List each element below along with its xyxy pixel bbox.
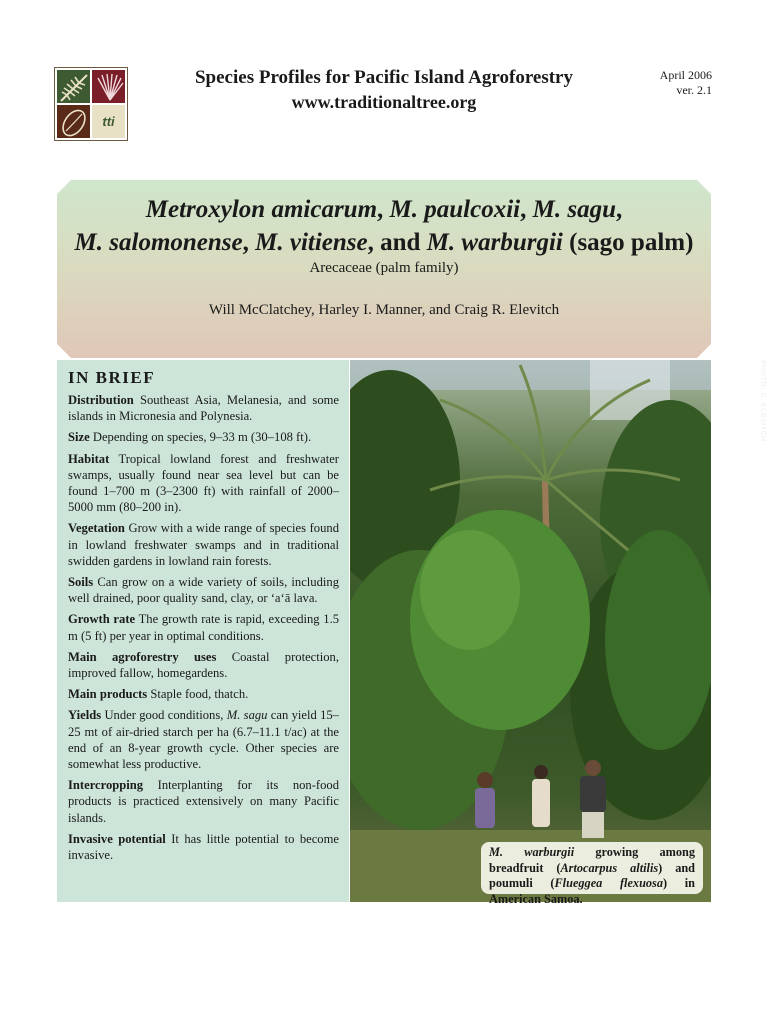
title-text-segment: M. salomonense — [74, 229, 243, 256]
caption-text-segment: ) in American Samoa. — [489, 876, 695, 906]
in-brief-text: Can grow on a wide variety of soils, including well drained, poor quality sand, clay, or ‘a‘ā lava. — [68, 575, 339, 606]
caption-text-segment: ) and poumuli ( — [489, 860, 696, 891]
in-brief-item — [68, 429, 339, 445]
title-text-segment: , — [520, 196, 533, 223]
leaf-icon — [57, 70, 90, 103]
title-text-segment: , — [242, 229, 256, 256]
in-brief-item — [68, 611, 339, 643]
publication-date — [660, 68, 712, 98]
in-brief-item — [68, 686, 339, 702]
in-brief-item — [68, 392, 339, 424]
in-brief-text: Under good conditions, — [104, 708, 227, 723]
photo-caption — [481, 842, 703, 906]
in-brief-item — [68, 520, 339, 569]
in-brief-text: can yield 15–25 mt of air-dried starch per ha (6.7–11.1 t/ac) at the end of an 8-year growth cycle. Other species are somewhat less productive. — [68, 708, 339, 772]
caption-text-segment: Artocarpus altilis — [560, 860, 659, 875]
title-line-1 — [57, 194, 711, 226]
in-brief-text: Interplanting for its non-food products is practiced extensively on many Pacific islands. — [68, 778, 339, 825]
in-brief-text: Tropical lowland forest and freshwater swamps, usually found near sea level but can be found 1–700 m (3–2300 ft) with rainfall of 2000–5000 mm (80–200 in). — [68, 451, 339, 515]
in-brief-label: Growth rate — [68, 612, 136, 627]
website-url[interactable]: www.traditionaltree.org — [291, 92, 477, 112]
in-brief-label: Yields — [68, 708, 102, 723]
in-brief-item — [68, 777, 339, 826]
flower-icon — [92, 70, 125, 103]
in-brief-label: Main agroforestry uses — [68, 649, 217, 664]
in-brief-text: Depending on species, 9–33 m (30–108 ft). — [92, 430, 312, 445]
plant-family: Arecaceae (palm family) — [309, 260, 459, 276]
in-brief-list — [68, 392, 339, 863]
in-brief-label: Intercropping — [68, 778, 144, 793]
series-title: Species Profiles for Pacific Island Agroforestry — [194, 67, 573, 88]
in-brief-text: Grow with a wide range of species found in lowland freshwater swamps and in traditional swidden gardens in lowland rain forests. — [68, 521, 339, 568]
title-text-segment: M. vitiense — [255, 229, 368, 256]
in-brief-text: M. sagu — [226, 708, 268, 723]
title-text-segment: M. warburgii — [426, 229, 563, 256]
title-text-segment: , — [377, 196, 390, 223]
in-brief-item — [68, 649, 339, 681]
in-brief-item — [68, 574, 339, 606]
seed-pod-icon — [57, 105, 90, 138]
in-brief-label: Size — [68, 430, 90, 445]
date-text: April 2006 — [659, 68, 712, 82]
title-text-segment: Metroxylon amicarum — [145, 196, 378, 223]
in-brief-item — [68, 831, 339, 863]
sago-palm-photo — [350, 360, 711, 902]
title-text-segment: , — [615, 196, 623, 223]
version-text: ver. 2.1 — [676, 83, 712, 97]
caption-text-segment: M. warburgii — [489, 845, 575, 859]
tti-logo — [54, 67, 128, 141]
in-brief-label: Distribution — [68, 393, 134, 407]
authors: Will McClatchey, Harley I. Manner, and Craig R. Elevitch — [208, 302, 560, 318]
in-brief-heading: IN BRIEF — [68, 368, 156, 387]
photo-credit: PHOTO: C. ELEVITCH — [759, 360, 766, 442]
caption-text-segment: Flueggea flexuosa — [554, 876, 663, 891]
logo-text: tti — [102, 114, 115, 129]
in-brief-text: It has little potential to become invasive. — [68, 831, 339, 863]
in-brief-label: Vegetation — [68, 521, 125, 536]
title-text-segment: M. paulcoxii — [389, 196, 521, 223]
in-brief-text: Coastal protection, improved fallow, homegardens. — [68, 649, 339, 681]
in-brief-label: Soils — [68, 575, 94, 590]
title-text-segment: M. sagu — [532, 196, 616, 223]
title-text-segment: (sago palm) — [562, 229, 694, 256]
in-brief-text: Southeast Asia, Melanesia, and some islands in Micronesia and Polynesia. — [68, 393, 339, 424]
logo-text-quadrant — [92, 105, 125, 138]
photo-illustration — [350, 360, 711, 902]
in-brief-box — [57, 360, 349, 902]
in-brief-text: Staple food, thatch. — [150, 687, 249, 702]
title-line-2 — [57, 227, 711, 259]
in-brief-item — [68, 451, 339, 516]
in-brief-label: Invasive potential — [68, 831, 166, 846]
title-text-segment: , and — [367, 229, 427, 256]
in-brief-label: Habitat — [68, 451, 110, 466]
in-brief-item — [68, 707, 339, 772]
in-brief-text: The growth rate is rapid, exceeding 1.5 m (5 ft) per year in optimal conditions. — [68, 612, 340, 643]
in-brief-label: Main products — [68, 687, 148, 702]
caption-text-segment: growing among breadfruit ( — [489, 845, 695, 875]
